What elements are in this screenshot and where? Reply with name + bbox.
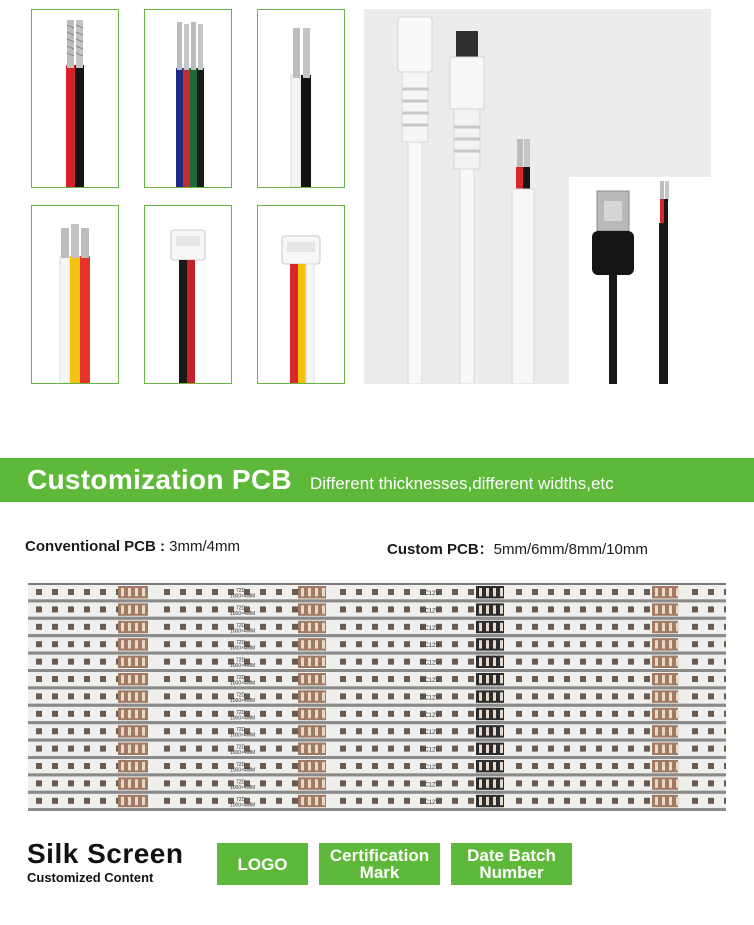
pcb-silk-voltage: DC12V	[420, 799, 440, 806]
pcb-silk-code: 72D	[236, 744, 246, 751]
conventional-pcb-title: Conventional PCB :	[25, 538, 170, 555]
pcb-silk-voltage: DC12V	[420, 747, 440, 754]
date-batch-tag-line2: Number	[479, 863, 544, 882]
pcb-silk-code: 72D	[236, 675, 246, 681]
pcb-silk-voltage: DC12V	[420, 643, 440, 650]
pcb-silk-spec: 1000×4MM	[230, 784, 256, 791]
pcb-strip	[28, 742, 726, 759]
three-pin-connector-image	[258, 206, 344, 383]
pcb-strip	[28, 655, 726, 672]
pcb-silk-code: 72D	[236, 709, 246, 716]
conventional-pcb-label	[25, 538, 240, 555]
custom-pcb-value: 5mm/6mm/8mm/10mm	[493, 541, 648, 558]
pcb-strip	[28, 776, 726, 793]
silk-screen-subtitle: Customized Content	[27, 870, 154, 885]
red-black-wire-image	[32, 10, 118, 187]
white-black-wire-image	[258, 10, 344, 187]
pcb-silk-code: 72D	[236, 727, 246, 734]
wire-tile-red-black	[31, 9, 119, 188]
pcb-silk-spec: 1000×4MM	[230, 732, 256, 739]
silk-screen-title: Silk Screen	[27, 838, 184, 869]
pcb-silk-voltage: DC12V	[420, 660, 440, 667]
pcb-strip	[28, 794, 726, 811]
pcb-silk-spec: 1000×4MM	[230, 802, 256, 809]
pcb-silk-code: 72D	[236, 588, 246, 594]
two-pin-connector-image	[145, 206, 231, 383]
pcb-silk-code: 72D	[236, 692, 246, 699]
pcb-silk-voltage: DC12V	[420, 608, 440, 615]
pcb-silk-spec: 1000×4MM	[230, 680, 256, 687]
wire-tile-rgbw	[144, 9, 232, 188]
rgbw-wire-image	[145, 10, 231, 187]
pcb-silk-spec: 1000×4MM	[230, 628, 256, 635]
pcb-strips-image	[28, 583, 726, 811]
certification-mark-tag	[319, 843, 440, 885]
pcb-silk-code: 72D	[236, 779, 246, 786]
pcb-strips-photo	[28, 583, 726, 811]
pcb-silk-code: 72D	[236, 657, 246, 664]
pcb-strip	[28, 759, 726, 776]
pcb-strip	[28, 602, 726, 619]
pcb-strip	[28, 637, 726, 654]
pcb-silk-code: 72D	[236, 605, 246, 612]
customization-banner	[0, 458, 754, 502]
custom-pcb-title: Custom PCB：	[387, 541, 494, 558]
dc-usb-cable-photo	[364, 9, 711, 384]
wire-tile-3pin-connector	[257, 205, 345, 384]
pcb-silk-spec: 1000×4MM	[230, 697, 256, 704]
pcb-silk-code: 72D	[236, 762, 246, 768]
conventional-pcb-value: 3mm/4mm	[169, 538, 241, 555]
pcb-strip	[28, 689, 726, 706]
banner-subtitle: Different thicknesses,different widths,etc	[310, 474, 614, 493]
pcb-silk-voltage: DC12V	[420, 730, 440, 737]
pcb-silk-code: 72D	[236, 640, 246, 647]
pcb-silk-spec: 1000×4MM	[230, 593, 256, 600]
pcb-silk-spec: 1000×4MM	[230, 750, 256, 757]
pcb-silk-spec: 1000×4MM	[230, 645, 256, 652]
wire-tile-white-black	[257, 9, 345, 188]
pcb-silk-spec: 1000×4MM	[230, 663, 256, 670]
tri-wire-image	[32, 206, 118, 383]
pcb-silk-voltage: DC12V	[420, 782, 440, 789]
pcb-silk-code: 72D	[236, 796, 246, 803]
pcb-silk-voltage: DC12V	[420, 765, 440, 771]
date-batch-number-tag	[451, 843, 572, 885]
pcb-silk-voltage: DC12V	[420, 625, 440, 632]
pcb-silk-code: 72D	[236, 622, 246, 629]
certification-tag-line2: Mark	[359, 863, 400, 882]
date-batch-tag-line1: Date Batch	[467, 846, 556, 865]
pcb-silk-spec: 1000×4MM	[230, 767, 256, 774]
banner-title: Customization PCB	[27, 464, 292, 495]
pcb-strip	[28, 707, 726, 724]
logo-tag	[217, 843, 308, 885]
pcb-strip	[28, 672, 726, 689]
certification-tag-line1: Certification	[329, 846, 430, 865]
wire-tile-2pin-connector	[144, 205, 232, 384]
custom-pcb-label	[387, 538, 648, 559]
pcb-silk-voltage: DC12V	[420, 591, 440, 597]
wire-tile-white-yellow-red	[31, 205, 119, 384]
pcb-silk-spec: 1000×4MM	[230, 715, 256, 722]
pcb-strip	[28, 620, 726, 637]
logo-tag-label: LOGO	[237, 854, 288, 874]
pcb-silk-spec: 1000×4MM	[230, 610, 256, 617]
pcb-silk-voltage: DC12V	[420, 678, 440, 684]
dc-cable-image	[364, 9, 711, 384]
pcb-silk-voltage: DC12V	[420, 695, 440, 702]
pcb-strip	[28, 585, 726, 602]
pcb-silk-voltage: DC12V	[420, 712, 440, 719]
pcb-strip	[28, 724, 726, 741]
